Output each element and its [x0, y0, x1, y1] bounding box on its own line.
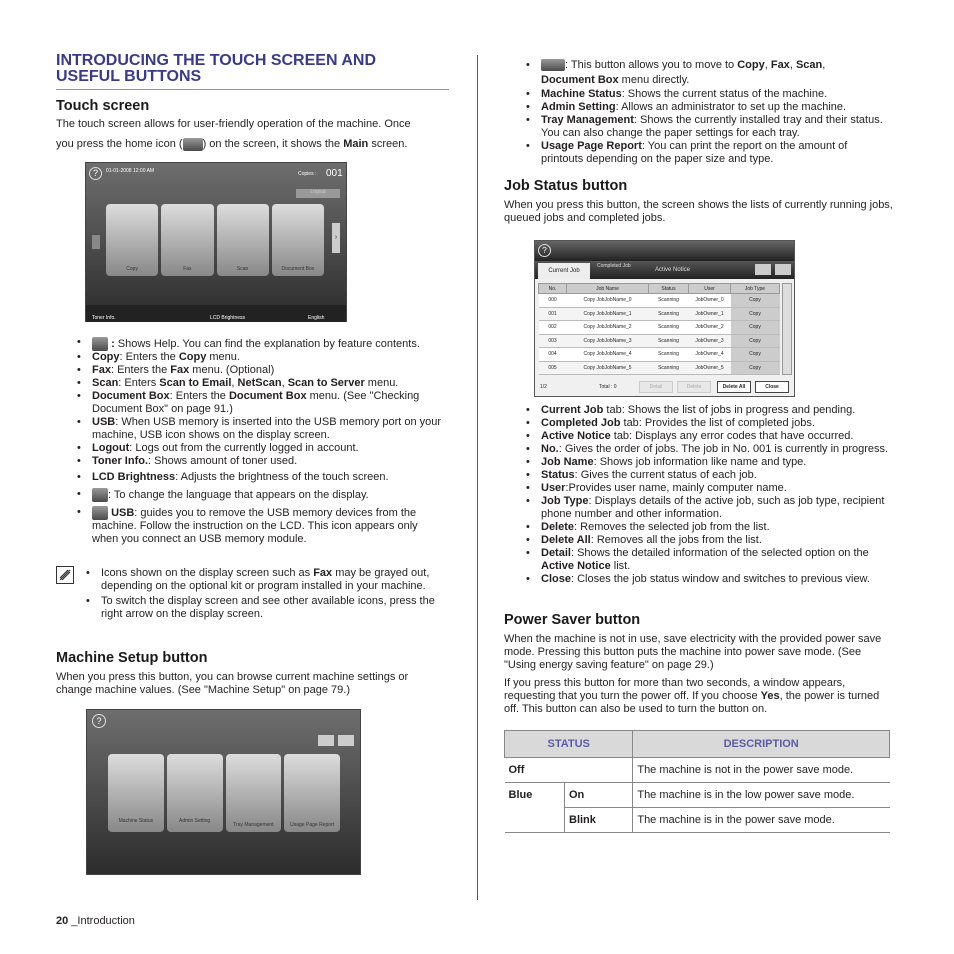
column-header: Status: [649, 284, 689, 294]
main-screen-image: [85, 162, 347, 322]
table-cell: Scanning: [649, 348, 689, 362]
job-status-bullets: [524, 404, 904, 586]
power-saver-paragraph-2: If you press this button for more than two seconds, a window appears, requesting that you turn the power off. If you choose Yes, the power is turned off. This button can also be used to turn the button on.: [504, 677, 880, 715]
tray-management-tile[interactable]: Tray Management: [226, 754, 282, 832]
setup-bullets: [524, 58, 884, 166]
help-icon: ?: [89, 167, 102, 180]
delete-all-button[interactable]: Delete All: [717, 381, 751, 393]
power-saver-paragraph-1: When the machine is not in use, save electricity with the provided power save mode. Pressing this button puts the machine into power save mode. (See "Using energy saving feature" on page 29.): [504, 633, 882, 671]
status-column-header: STATUS: [505, 731, 633, 758]
table-cell: JobOwner_0: [689, 294, 731, 308]
power-saver-heading: Power Saver button: [504, 612, 641, 628]
list-item: • : To change the language that appears on the display.: [75, 488, 445, 502]
list-item: • Copy: Enters the Copy menu.: [75, 351, 445, 364]
table-cell: 000: [539, 294, 567, 308]
lcd-brightness-label[interactable]: LCD Brightness: [210, 315, 246, 321]
list-item: • Detail: Shows the detailed information of the selected option on the Active Notice list.: [524, 547, 904, 573]
table-cell: JobOwner_4: [689, 348, 731, 362]
list-item: • Status: Gives the current status of each job.: [524, 469, 904, 482]
list-item: • Active Notice tab: Displays any error codes that have occurred.: [524, 430, 904, 443]
list-item: • Toner Info.: Shows amount of toner used.: [75, 455, 445, 468]
table-cell: Copy: [731, 361, 780, 375]
power-status-table: [504, 730, 890, 833]
list-item: • To switch the display screen and see other available icons, press the right arrow on the display screen.: [84, 595, 444, 621]
screen-datetime: 01-01-2008 12:00 AM: [106, 168, 155, 174]
machine-setup-paragraph: When you press this button, you can browse current machine settings or change machine values. (See "Machine Setup" on page 79.): [56, 671, 409, 696]
table-cell: 005: [539, 361, 567, 375]
list-item: • : Shows Help. You can find the explanation by feature contents.: [75, 336, 445, 351]
job-status-icon: [541, 59, 565, 71]
table-cell: Scanning: [649, 307, 689, 321]
list-item: • No.: Gives the order of jobs. The job in No. 001 is currently in progress.: [524, 443, 904, 456]
table-cell: Copy JobJobName_3: [567, 334, 649, 348]
note-list: [84, 567, 444, 621]
list-item: • User:Provides user name, mainly computer name.: [524, 482, 904, 495]
column-header: Job Type: [731, 284, 780, 294]
list-item: • LCD Brightness: Adjusts the brightness of the touch screen.: [75, 471, 445, 484]
table-cell: JobOwner_3: [689, 334, 731, 348]
machine-setup-heading: Machine Setup button: [56, 650, 208, 666]
description-column-header: DESCRIPTION: [633, 731, 890, 758]
list-item: • Current Job tab: Shows the list of jobs in progress and pending.: [524, 404, 904, 417]
page-indicator: 1/2: [540, 384, 547, 390]
fax-tile[interactable]: Fax: [161, 204, 213, 276]
column-header: Job Name: [567, 284, 649, 294]
table-cell: Scanning: [649, 334, 689, 348]
job-status-icon[interactable]: [318, 735, 334, 746]
touch-paragraph-2: you press the home icon ( ) on the screen, it shows the Main screen.: [56, 138, 408, 150]
table-cell: Scanning: [649, 294, 689, 308]
job-status-paragraph: When you press this button, the screen shows the lists of currently running jobs, queued jobs and completed jobs.: [504, 199, 893, 224]
list-item: • Delete: Removes the selected job from the list.: [524, 521, 904, 534]
description-cell: The machine is in the power save mode.: [633, 808, 890, 833]
list-item: • Delete All: Removes all the jobs from the list.: [524, 534, 904, 547]
home-icon[interactable]: [338, 735, 354, 746]
table-cell: Copy: [731, 307, 780, 321]
table-row[interactable]: [539, 307, 780, 321]
help-icon: ?: [538, 244, 551, 257]
table-cell: Copy JobJobName_0: [567, 294, 649, 308]
help-icon: [92, 337, 108, 351]
touch-heading: Touch screen: [56, 98, 150, 114]
english-label[interactable]: English: [308, 315, 325, 321]
list-item: • Admin Setting: Allows an administrator to set up the machine.: [524, 101, 884, 114]
job-table-header: [539, 284, 780, 294]
home-icon: [183, 138, 203, 151]
list-item: • USB: When USB memory is inserted into the USB memory port on your machine, USB icon shows on the display screen.: [75, 416, 445, 442]
detail-button[interactable]: Detail: [639, 381, 673, 393]
total-label: Total : 0: [599, 384, 617, 390]
right-arrow-icon[interactable]: ›: [332, 223, 340, 253]
table-row[interactable]: [539, 348, 780, 362]
list-item: • Fax: Enters the Fax menu. (Optional): [75, 364, 445, 377]
job-table: [538, 283, 780, 375]
column-header: No.: [539, 284, 567, 294]
job-status-heading: Job Status button: [504, 178, 628, 194]
screen-bottom-bar: [86, 305, 346, 322]
job-screen-titlebar: [535, 241, 794, 261]
table-cell: 002: [539, 321, 567, 335]
list-item: • : This button allows you to move to Copy, Fax, Scan, Document Box menu directly.: [524, 58, 884, 88]
copy-tile[interactable]: Copy: [106, 204, 158, 276]
left-column: [56, 53, 449, 153]
section-title: INTRODUCING THE TOUCH SCREEN AND USEFUL BUTTONS: [56, 52, 377, 85]
list-item: • Icons shown on the display screen such as Fax may be grayed out, depending on the optional kit or program installed in your machine.: [84, 567, 444, 593]
job-status-screen-image: [534, 240, 795, 397]
table-cell: 003: [539, 334, 567, 348]
list-item: • Logout: Logs out from the currently logged in account.: [75, 442, 445, 455]
scan-tile[interactable]: Scan: [217, 204, 269, 276]
usage-page-report-tile[interactable]: Usage Page Report: [284, 754, 340, 832]
left-arrow-icon[interactable]: [92, 235, 100, 249]
job-status-icon[interactable]: [755, 264, 771, 275]
list-item: • Scan: Enters Scan to Email, NetScan, Scan to Server menu.: [75, 377, 445, 390]
table-cell: 001: [539, 307, 567, 321]
delete-button[interactable]: Delete: [677, 381, 711, 393]
status-cell: On: [565, 783, 633, 808]
home-icon[interactable]: [775, 264, 791, 275]
table-cell: Copy: [731, 321, 780, 335]
close-button[interactable]: Close: [755, 381, 789, 393]
description-cell: The machine is in the low power save mode.: [633, 783, 890, 808]
table-cell: JobOwner_1: [689, 307, 731, 321]
touch-bullets: [75, 336, 445, 546]
admin-setting-tile[interactable]: Admin Setting: [167, 754, 223, 832]
table-cell: JobOwner_2: [689, 321, 731, 335]
table-row: [505, 758, 890, 783]
tile-row: [106, 204, 324, 276]
list-item: • Job Type: Displays details of the active job, such as job type, recipient phone number and other information.: [524, 495, 904, 521]
table-row[interactable]: [539, 294, 780, 308]
list-item: • Tray Management: Shows the currently installed tray and their status. You can also change the paper settings for each tray.: [524, 114, 884, 140]
globe-icon: [92, 488, 108, 502]
column-divider: [477, 55, 478, 900]
list-item: • Close: Closes the job status window and switches to previous view.: [524, 573, 904, 586]
list-item: • Document Box: Enters the Document Box menu. (See "Checking Document Box" on page 91.): [75, 390, 445, 416]
table-cell: 004: [539, 348, 567, 362]
status-cell: Off: [505, 758, 633, 783]
scrollbar[interactable]: [782, 283, 792, 375]
table-cell: Copy: [731, 334, 780, 348]
copies-value: 001: [326, 168, 343, 179]
table-cell: Scanning: [649, 321, 689, 335]
table-cell: Copy: [731, 294, 780, 308]
logout-button[interactable]: Logout: [296, 189, 340, 198]
tab-active-notice[interactable]: Active Notice: [655, 267, 691, 273]
table-cell: JobOwner_5: [689, 361, 731, 375]
help-icon: ?: [92, 714, 106, 728]
setup-tile-row: [108, 754, 340, 832]
tab-completed-job[interactable]: Completed Job: [597, 263, 631, 269]
list-item: • Machine Status: Shows the current status of the machine.: [524, 88, 884, 101]
table-cell: Scanning: [649, 361, 689, 375]
table-cell: Copy JobJobName_4: [567, 348, 649, 362]
list-item: • USB: guides you to remove the USB memory devices from the machine. Follow the instruction on the LCD. This icon appears only when you connect an USB memory module.: [75, 506, 445, 546]
copies-label: Copies :: [298, 171, 317, 177]
table-row: [505, 783, 890, 808]
page-footer: 20 _Introduction: [56, 915, 135, 927]
toner-info-label[interactable]: Toner Info.: [92, 315, 116, 321]
table-header-row: [505, 731, 890, 758]
machine-status-tile[interactable]: Machine Status: [108, 754, 164, 832]
list-item: • Completed Job tab: Provides the list of completed jobs.: [524, 417, 904, 430]
table-row[interactable]: [539, 321, 780, 335]
document-box-tile[interactable]: Document Box: [272, 204, 324, 276]
job-screen-tabs: [535, 261, 794, 279]
status-cell: Blink: [565, 808, 633, 833]
status-cell: Blue: [505, 783, 565, 833]
touch-paragraph-1: The touch screen allows for user-friendly operation of the machine. Once: [56, 118, 411, 130]
table-row[interactable]: [539, 361, 780, 375]
table-cell: Copy JobJobName_1: [567, 307, 649, 321]
tab-current-job[interactable]: Current Job: [538, 263, 590, 279]
table-row[interactable]: [539, 334, 780, 348]
description-cell: The machine is not in the power save mode.: [633, 758, 890, 783]
table-cell: Copy JobJobName_2: [567, 321, 649, 335]
table-cell: Copy: [731, 348, 780, 362]
usb-icon: [92, 506, 108, 520]
title-rule: [56, 89, 449, 90]
list-item: • Usage Page Report: You can print the report on the amount of printouts depending on the paper size and type.: [524, 140, 884, 166]
machine-setup-screen-image: [86, 709, 361, 875]
note-icon: [56, 566, 74, 584]
table-cell: Copy JobJobName_5: [567, 361, 649, 375]
column-header: User: [689, 284, 731, 294]
list-item: • Job Name: Shows job information like name and type.: [524, 456, 904, 469]
